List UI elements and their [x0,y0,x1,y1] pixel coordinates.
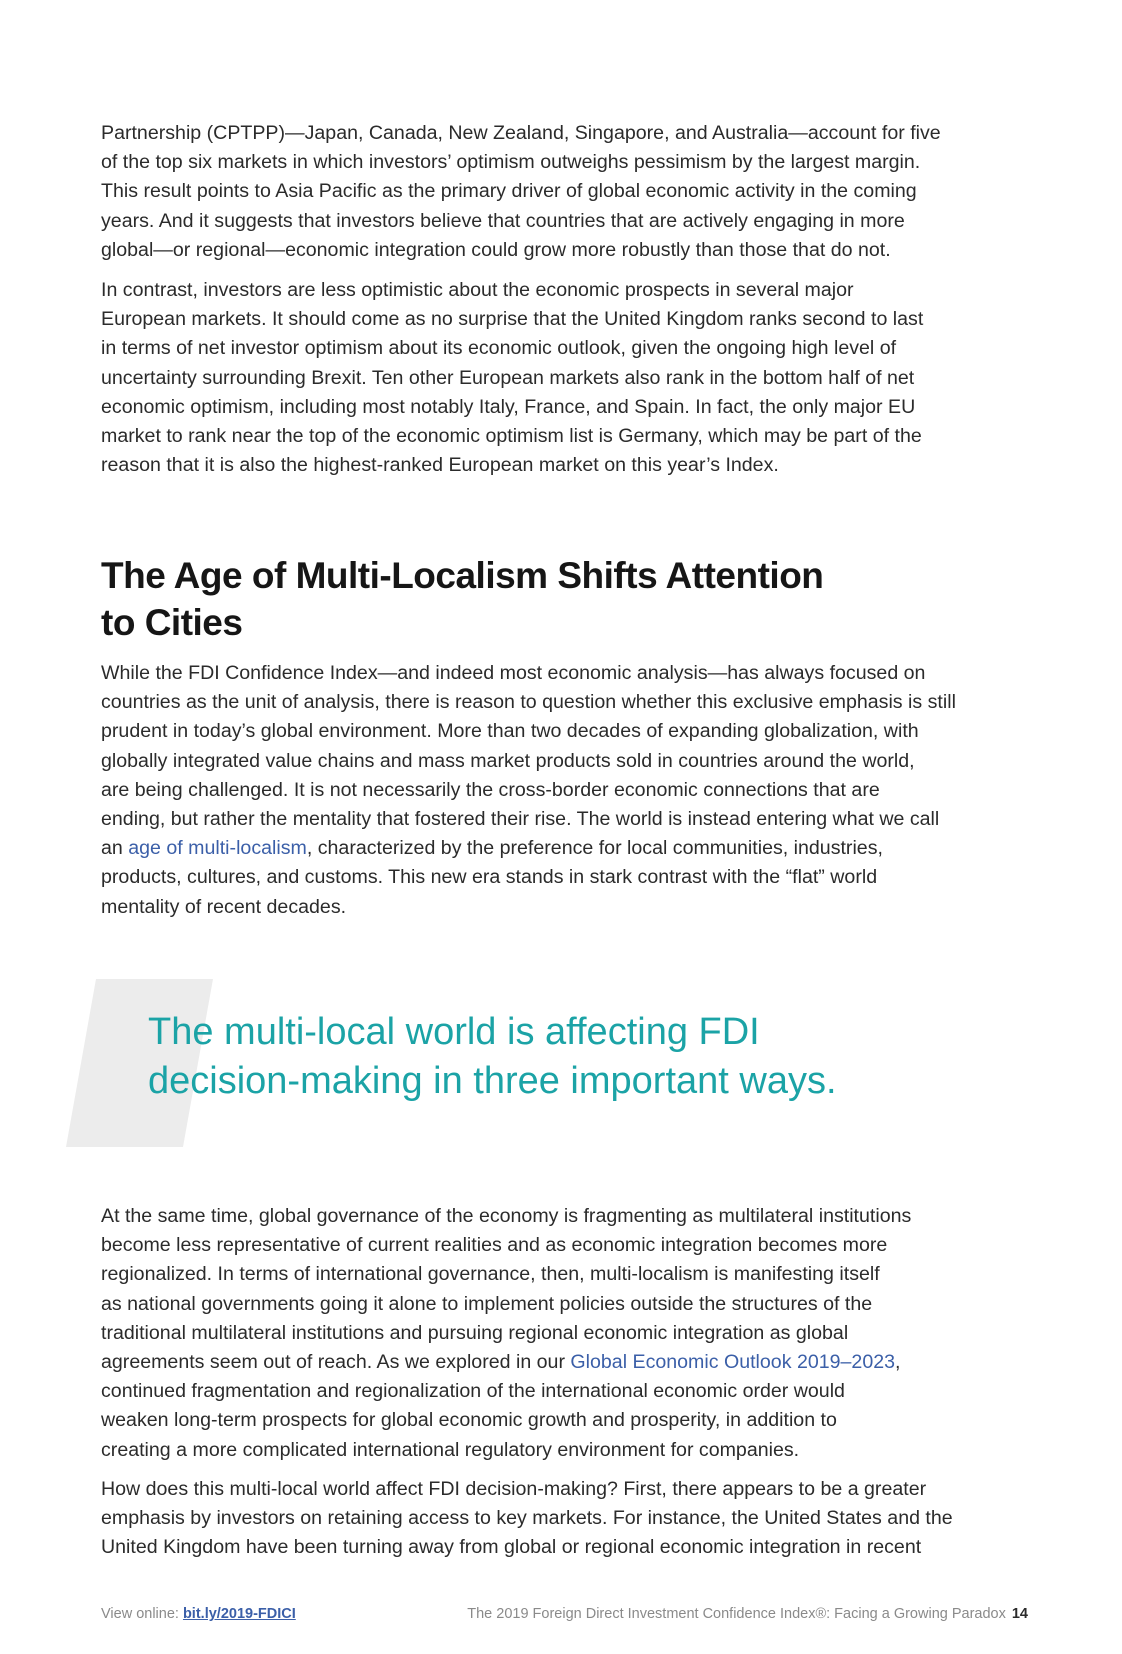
text-line: At the same time, global governance of the economy is fragmenting as multilateral institutions [101,1205,912,1227]
text-line: Partnership (CPTPP)—Japan, Canada, New Zealand, Singapore, and Australia—account for five [101,122,941,144]
text-line: market to rank near the top of the economic optimism list is Germany, which may be part of the [101,425,922,448]
heading-line: The Age of Multi-Localism Shifts Attention [101,555,824,596]
text-fragment: an [101,837,129,860]
text-fragment: agreements seem out of reach. As we explored in our [101,1351,571,1374]
text-line: traditional multilateral institutions and pursuing regional economic integration as global [101,1321,849,1344]
text-line: prudent in today’s global environment. More than two decades of expanding globalization, with [101,720,919,743]
pull-quote [148,1008,837,1106]
text-line: creating a more complicated international regulatory environment for companies. [101,1438,800,1461]
text-line: This result points to Asia Pacific as the primary driver of global economic activity in the coming [101,180,917,203]
paragraph-europe [101,276,1036,480]
age-of-multi-localism-link[interactable]: age of multi-localism [128,837,307,860]
document-title: The 2019 Foreign Direct Investment Confidence Index®: Facing a Growing Paradox [467,1606,1006,1622]
paragraph-governance [101,1202,1036,1465]
view-online-link[interactable]: bit.ly/2019-FDICI [182,1606,296,1622]
text-line [101,1348,1036,1377]
text-line: weaken long-term prospects for global economic growth and prosperity, in addition to [101,1409,837,1432]
text-line: continued fragmentation and regionalization of the international economic order would [101,1380,845,1403]
text-line [101,834,1036,863]
text-line: of the top six markets in which investors’ optimism outweighs pessimism by the largest margin. [101,151,921,174]
text-line: are being challenged. It is not necessarily the cross-border economic connections that are [101,778,880,801]
pull-quote-line: The multi-local world is affecting FDI [148,1011,760,1053]
paragraph-cptpp [101,119,1036,265]
text-line: United Kingdom have been turning away from global or regional economic integration in recent [101,1536,922,1559]
text-line: years. And it suggests that investors believe that countries that are actively engaging in more [101,209,905,232]
text-line: mentality of recent decades. [101,895,347,918]
global-economic-outlook-link[interactable]: Global Economic Outlook 2019–2023 [570,1351,896,1374]
section-heading [101,552,823,646]
text-line: countries as the unit of analysis, there is reason to question whether this exclusive emphasis is still [101,691,956,714]
text-fragment: , [895,1351,901,1374]
text-line: While the FDI Confidence Index—and indeed most economic analysis—has always focused on [101,662,926,684]
paragraph-fdi-decision [101,1475,1036,1563]
text-line: ending, but rather the mentality that fostered their rise. The world is instead entering what we call [101,808,940,831]
footer-title [467,1606,1028,1622]
text-line: global—or regional—economic integration could grow more robustly than those that do not. [101,238,891,261]
text-line: economic optimism, including most notably Italy, France, and Spain. In fact, the only major EU [101,395,916,418]
text-line: European markets. It should come as no surprise that the United Kingdom ranks second to last [101,308,924,331]
text-line: emphasis by investors on retaining access to key markets. For instance, the United States and the [101,1507,953,1530]
text-line: become less representative of current realities and as economic integration becomes more [101,1234,888,1257]
text-line: products, cultures, and customs. This new era stands in stark contrast with the “flat” world [101,866,878,889]
text-line: globally integrated value chains and mass market products sold in countries around the world, [101,749,915,772]
heading-line: to Cities [101,602,243,643]
text-line: reason that it is also the highest-ranked European market on this year’s Index. [101,454,779,477]
text-line: uncertainty surrounding Brexit. Ten other European markets also rank in the bottom half of net [101,366,915,389]
footer-label: View online: [101,1606,183,1622]
text-line: regionalized. In terms of international governance, then, multi-localism is manifesting itself [101,1263,880,1286]
text-line: How does this multi-local world affect FDI decision-making? First, there appears to be a greater [101,1478,927,1500]
page-number: 14 [1011,1606,1028,1622]
text-fragment: , characterized by the preference for local communities, industries, [306,837,883,860]
text-line: as national governments going it alone to implement policies outside the structures of the [101,1292,873,1315]
text-line: In contrast, investors are less optimistic about the economic prospects in several major [101,279,854,301]
footer-view-online [101,1606,296,1622]
pull-quote-line: decision-making in three important ways. [148,1060,837,1102]
text-line: in terms of net investor optimism about its economic outlook, given the ongoing high level of [101,337,897,360]
paragraph-multi-localism [101,659,1036,922]
